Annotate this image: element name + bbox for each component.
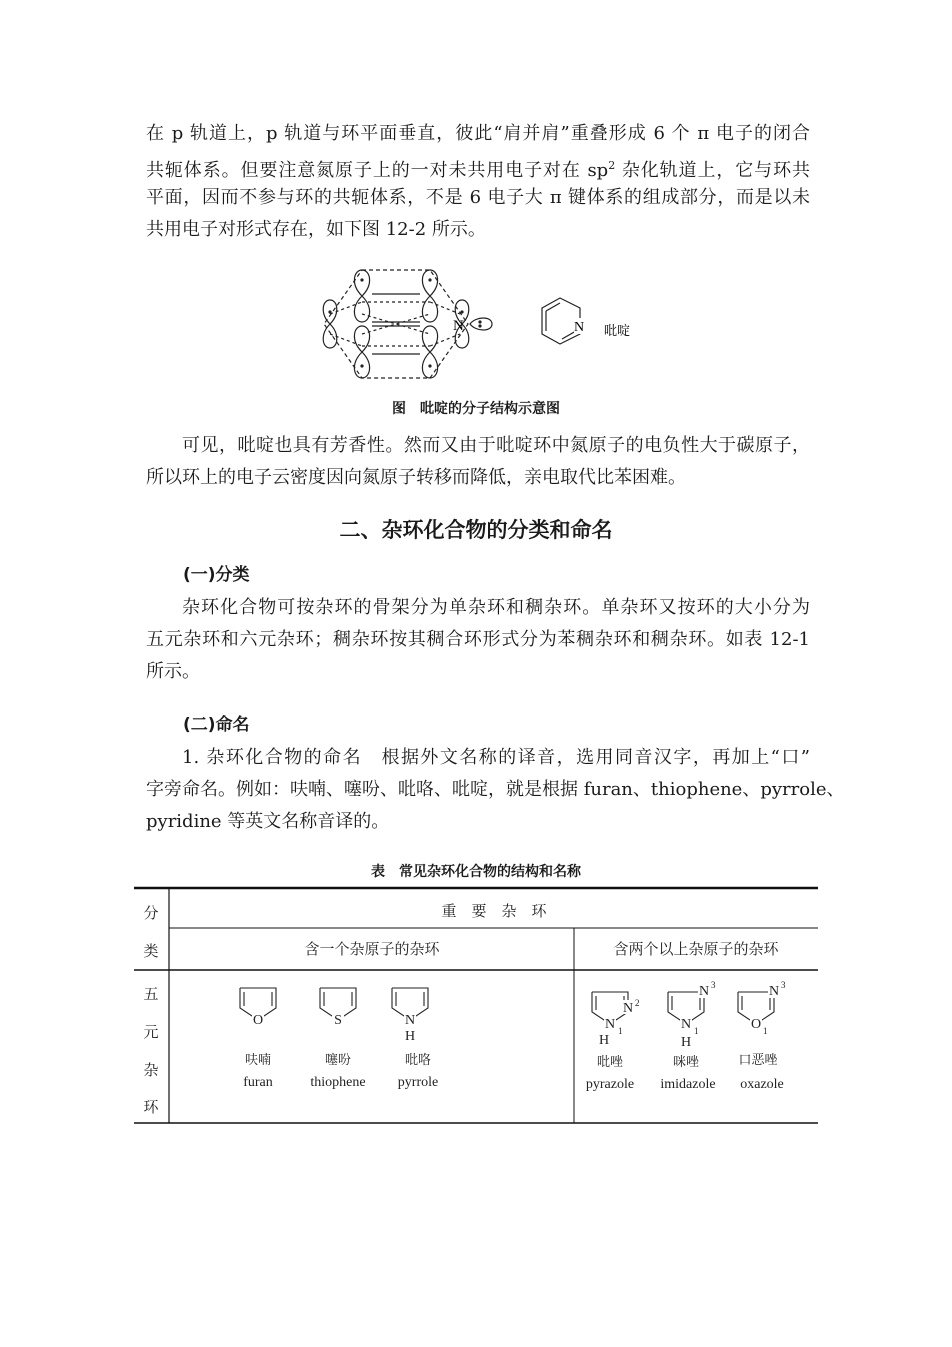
table-caption: 表 常见杂环化合物的结构和名称 bbox=[371, 864, 581, 880]
pyrazole-n2-num: 2 bbox=[635, 998, 640, 1008]
oxazole-en-name: oxazole bbox=[740, 1077, 784, 1092]
oxazole-o-atom: O bbox=[750, 1017, 762, 1032]
sub2-line-2: 字旁命名。例如：呋喃、噻吩、吡咯、吡啶，就是根据 furan、thiophene、pyrrole、 bbox=[146, 779, 845, 800]
header-class-1: 分 bbox=[143, 906, 159, 922]
oxazole-n3-atom: N bbox=[768, 984, 780, 999]
paragraph-naming bbox=[146, 742, 845, 838]
pyrrole-cn-name: 吡咯 bbox=[404, 1052, 432, 1067]
pyrazole-n1-num: 1 bbox=[618, 1026, 623, 1036]
sp2-superscript: 2 bbox=[608, 159, 616, 172]
imidazole-cn-name: 咪唑 bbox=[672, 1054, 700, 1069]
pyridine-name-label: 吡啶 bbox=[604, 323, 631, 338]
thiophene-en-name: thiophene bbox=[310, 1075, 366, 1090]
pyrazole-n2-atom: N bbox=[622, 1001, 634, 1016]
furan-en-name: furan bbox=[243, 1075, 273, 1090]
intro-paragraph bbox=[146, 118, 810, 246]
sub1-line-2: 五元杂环和六元杂环；稠杂环按其稠合环形式分为苯稠杂环和稠杂环。如表 12-1 bbox=[146, 629, 810, 650]
para2-line-2: 所以环上的电子云密度因向氮原子转移而降低，亲电取代比苯困难。 bbox=[146, 467, 686, 488]
intro-line-4: 共用电子对形式存在，如下图 12-2 所示。 bbox=[146, 219, 486, 240]
imidazole-h-atom: H bbox=[680, 1035, 692, 1050]
subsection-naming-heading: (二)命名 bbox=[183, 715, 250, 735]
pyrrole-en-name: pyrrole bbox=[397, 1075, 439, 1090]
subsection-classification-heading: (一)分类 bbox=[183, 565, 250, 585]
header-class-2: 类 bbox=[143, 944, 159, 960]
row-label-1: 五 bbox=[143, 987, 159, 1003]
intro-line-3: 平面，因而不参与环的共轭体系，不是 6 电子大 π 键体系的组成部分，而是以未 bbox=[146, 187, 810, 208]
pyrazole-en-name: pyrazole bbox=[585, 1077, 635, 1092]
thiophene-s-atom: S bbox=[334, 1013, 342, 1028]
oxazole-n3-num: 3 bbox=[781, 980, 786, 990]
furan-cn-name: 呋喃 bbox=[244, 1052, 272, 1067]
figure-caption: 图 吡啶的分子结构示意图 bbox=[392, 401, 560, 417]
imidazole-n3-atom: N bbox=[698, 984, 710, 999]
sub2-line-1: 1. 杂环化合物的命名 根据外文名称的译音，选用同音汉字，再加上“口” bbox=[182, 747, 810, 768]
row-label-4: 环 bbox=[143, 1100, 159, 1116]
header-multi-hetero: 含两个以上杂原子的杂环 bbox=[613, 942, 779, 958]
pyridine-ring-n-label: N bbox=[574, 320, 585, 335]
intro-line-2-text: 共轭体系。但要注意氮原子上的一对未共用电子对在 sp bbox=[146, 160, 609, 181]
furan-o-atom: O bbox=[252, 1013, 264, 1028]
thiophene-cn-name: 噻吩 bbox=[324, 1052, 352, 1067]
intro-line-2 bbox=[146, 150, 810, 182]
intro-line-1: 在 p 轨道上，p 轨道与环平面垂直，彼此“肩并肩”重叠形成 6 个 π 电子的闭合 bbox=[146, 123, 810, 144]
imidazole-n1-num: 1 bbox=[694, 1026, 699, 1036]
sub1-line-3: 所示。 bbox=[146, 661, 200, 682]
pyrazole-cn-name: 吡唑 bbox=[596, 1054, 624, 1069]
imidazole-n3-num: 3 bbox=[711, 980, 716, 990]
row-label-2: 元 bbox=[143, 1025, 159, 1041]
paragraph-aromaticity bbox=[146, 430, 810, 494]
imidazole-en-name: imidazole bbox=[660, 1077, 716, 1092]
pyrazole-h-atom: H bbox=[598, 1033, 610, 1048]
pyridine-n-atom-label: N bbox=[453, 318, 464, 334]
paragraph-classification bbox=[146, 592, 810, 688]
para2-line-1: 可见，吡啶也具有芳香性。然而又由于吡啶环中氮原子的电负性大于碳原子， bbox=[182, 435, 810, 456]
oxazole-cn-name: 口恶唑 bbox=[738, 1052, 778, 1067]
header-main: 重 要 杂 环 bbox=[441, 904, 547, 920]
intro-line-2-tail: 杂化轨道上，它与环共 bbox=[615, 160, 810, 181]
sub1-line-1: 杂环化合物可按杂环的骨架分为单杂环和稠杂环。单杂环又按环的大小分为 bbox=[182, 597, 810, 618]
section-title: 二、杂环化合物的分类和命名 bbox=[339, 518, 613, 542]
heterocycle-table bbox=[134, 886, 818, 1126]
oxazole-o-num: 1 bbox=[763, 1026, 768, 1036]
pyrrole-h-atom: H bbox=[404, 1029, 416, 1044]
pyrrole-n-atom: N bbox=[404, 1013, 416, 1028]
imidazole-n1-atom: N bbox=[680, 1017, 692, 1032]
pyrazole-n1-atom: N bbox=[604, 1017, 616, 1032]
header-one-hetero: 含一个杂原子的杂环 bbox=[304, 942, 440, 958]
pyridine-orbital-diagram bbox=[310, 262, 650, 386]
sub2-line-3: pyridine 等英文名称音译的。 bbox=[146, 811, 390, 832]
row-label-3: 杂 bbox=[143, 1063, 159, 1079]
